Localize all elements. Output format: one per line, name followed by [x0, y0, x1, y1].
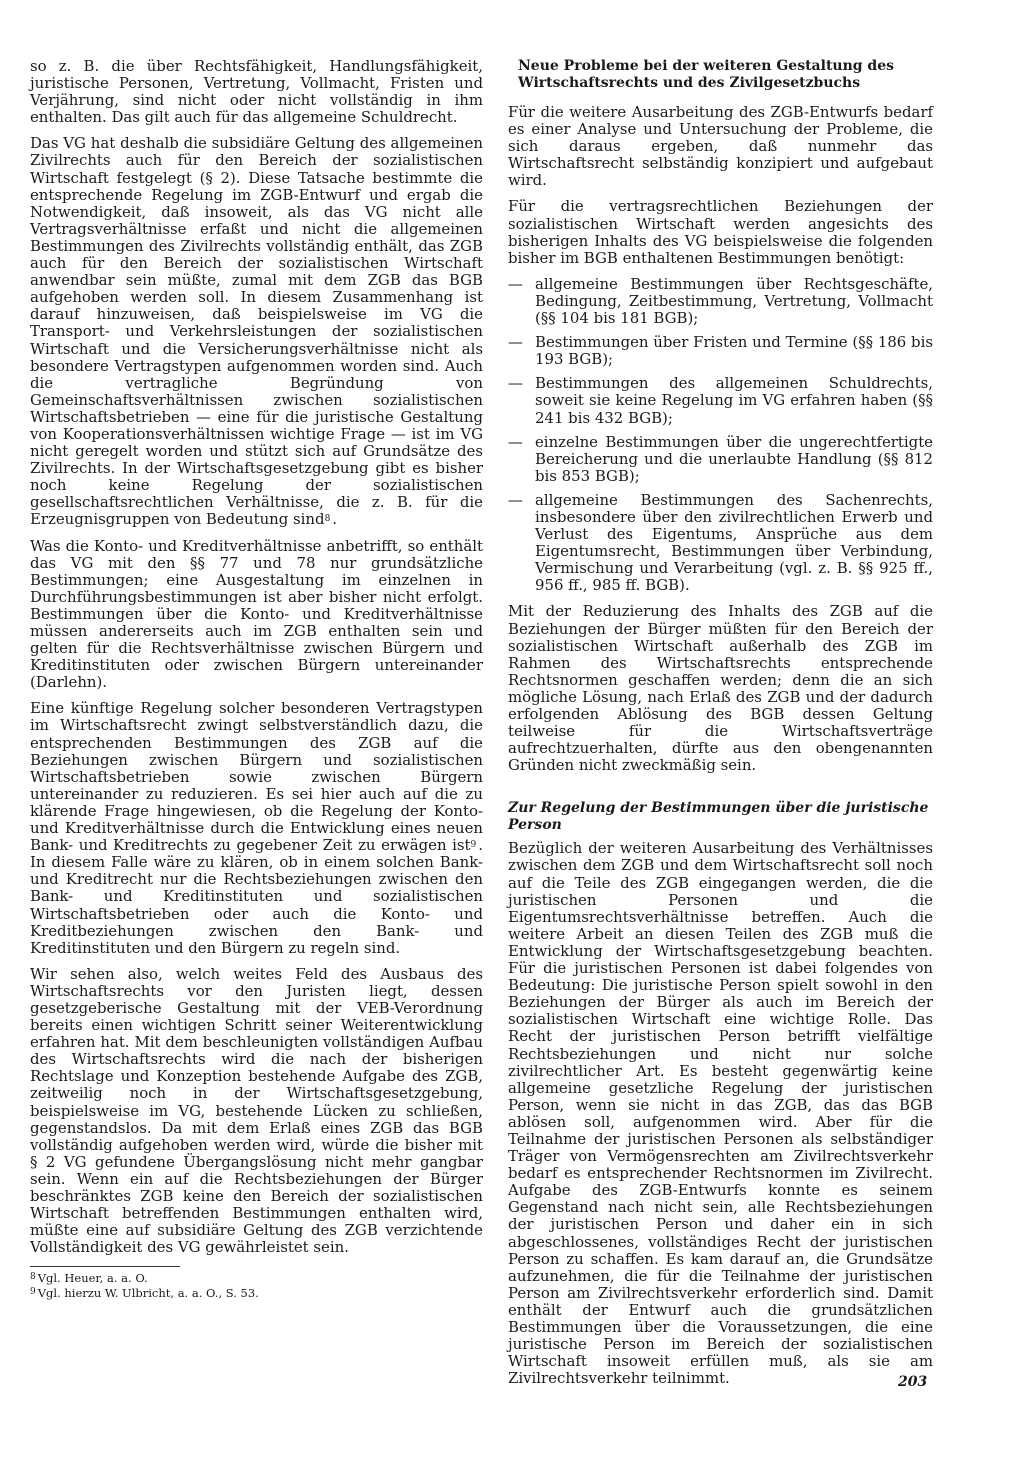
page-number: 203: [898, 1374, 928, 1390]
footnote-number: 8: [30, 1272, 36, 1283]
footnote-number: 9: [30, 1287, 36, 1298]
list-item: — Bestimmungen des allgemeinen Schuldrechts, soweit sie keine Regelung im VG erfahren haben (§§ 241 bis 432 BGB);: [508, 375, 933, 426]
paragraph: Was die Konto- und Kreditverhältnisse anbetrifft, so enthält das VG mit den §§ 77 und 78 nur grundsätzliche Bestimmungen; eine Ausgestaltung im einzelnen in Durchführungsbestimmungen ist aber bisher nicht erfolgt. Bestimmungen über die Konto- und Kreditverhältnisse müssen andererseits auch im ZGB enthalten sein und gelten für die Rechtsverhältnisse zwischen Bürgern und Kreditinstituten oder zwischen Bürgern untereinander (Darlehn).: [30, 536, 483, 692]
paragraph: Für die vertragsrechtlichen Beziehungen der sozialistischen Wirtschaft werden angesichts des bisherigen Inhalts des VG beispielsweise die folgenden bisher im BGB enthaltenen Bestimmungen benötigt:: [508, 197, 933, 267]
paragraph-text: Eine künftige Regelung solcher besonderen Vertragstypen im Wirtschaftsrecht zwingt selbstverständlich dazu, die entsprechenden Bestimmungen des ZGB auf die Beziehungen zwischen Bürgern und sozialistischen Wirtschaftsbetrieben sowie zwischen Bürgern untereinander zu reduzieren. Es sei hier auch auf die zu klärende Frage hingewiesen, ob die Regelung der Konto- und Kreditverhältnisse durch die Entwicklung eines neuen Bank- und Kreditrechts zu gegebener Zeit zu erwägen ist: [30, 699, 483, 855]
bullet-list: [508, 276, 933, 595]
footnote: [30, 1285, 259, 1301]
list-item: — allgemeine Bestimmungen über Rechtsgeschäfte, Bedingung, Zeitbestimmung, Vertretung, Vollmacht (§§ 104 bis 181 BGB);: [508, 276, 933, 327]
paragraph-text: In diesem Falle wäre zu klären, ob in einem solchen Bank- und Kreditrecht nur die Rechtsbeziehungen zwischen den Bank- und Kreditinstituten und sozialistischen Wirtschaftsbetrieben oder auch die Konto- und Kreditbeziehungen zwischen den Bank- und Kreditinstituten und den Bürgern zu regeln sind.: [30, 853, 483, 957]
paragraph: Mit der Reduzierung des Inhalts des ZGB auf die Beziehungen der Bürger müßten für den Bereich der sozialistischen Wirtschaft außerhalb des ZGB im Rahmen des Wirtschaftsrechts entsprechende Rechtsnormen geschaffen werden; denn die an sich mögliche Lösung, nach Erlaß des ZGB und der dadurch erfolgenden Ablösung des BGB dessen Geltung teilweise für die Wirtschaftsverträge aufrechtzuerhalten, dürfte aus den obengenannten Gründen nicht zweckmäßig sein.: [508, 602, 933, 775]
paragraph: Bezüglich der weiteren Ausarbeitung des Verhältnisses zwischen dem ZGB und dem Wirtschaftsrecht soll noch auf die Teile des ZGB eingegangen werden, die die juristischen Personen und die Eigentumsrechtsverhältnisse betreffen. Auch die weitere Arbeit an diesen Teilen des ZGB muß die Entwicklung der Wirtschaftsgesetzgebung beachten. Für die juristischen Personen ist dabei folgendes von Bedeutung: Die juristische Person spielt sowohl in den Beziehungen der Bürger als auch im Bereich der sozialistischen Wirtschaft eine wichtige Rolle. Das Recht der juristischen Person betrifft vielfältige Rechtsbeziehungen und nicht nur solche zivilrechtlicher Art. Es besteht gegenwärtig keine allgemeine gesetzliche Regelung der juristischen Person, wenn sie nicht in das ZGB, das das BGB ablösen soll, aufgenommen wird. Aber für die Teilnahme der juristischen Personen als selbständiger Träger von Vermögensrechten am Zivilrechtsverkehr bedarf es entsprechender Rechtsnormen im Zivilrecht. Aufgabe des ZGB-Entwurfs konnte es seinem Gegenstand nach nicht sein, alle Rechtsbeziehungen der juristischen Person und daher ein in sich abgeschlossenes, vollständiges Recht der juristischen Person zu schaffen. Es kam darauf an, die Grundsätze aufzunehmen, die für die Teilnahme der juristischen Person am Zivilrechtsverkehr erforderlich sind. Damit enthält der Entwurf auch die grundsätzlichen Bestimmungen über die Voraussetzungen, die eine juristische Person im Bereich der sozialistischen Wirtschaft insoweit erfüllen muß, als sie am Zivilrechtsverkehr teilnimmt.: [508, 839, 933, 1388]
footnote-ref: 9: [470, 840, 477, 851]
footnote-text: Vgl. Heuer, a. a. O.: [37, 1271, 148, 1286]
paragraph: so z. B. die über Rechtsfähigkeit, Handlungsfähigkeit, juristische Personen, Vertretung, Vollmacht, Fristen und Verjährung, sind nicht oder nicht vollständig in ihm enthalten. Das gilt auch für das allgemeine Schuldrecht.: [30, 57, 483, 127]
footnote: [30, 1270, 180, 1285]
list-item: — einzelne Bestimmungen über die ungerechtfertigte Bereicherung und die unerlaubte Handlung (§§ 812 bis 853 BGB);: [508, 434, 933, 485]
paragraph-text: Das VG hat deshalb die subsidiäre Geltung des allgemeinen Zivilrechts auch für den Bereich der sozialistischen Wirtschaft festgelegt (§ 2). Diese Tatsache bestimmte die entsprechende Regelung im ZGB-Entwurf und ergab die Notwendigkeit, daß insoweit, als das VG nicht alle Vertragsverhältnisse erfaßt und nicht die allgemeinen Bestimmungen des Zivilrechts vollständig enthält, das ZGB auch für den Bereich der sozialistischen Wirtschaft anwendbar sein müßte, zumal mit dem ZGB das BGB aufgehoben werden soll. In diesem Zusammenhang ist darauf hinzuweisen, daß beispielsweise im VG die Transport- und Verkehrsleistungen der sozialistischen Wirtschaft und die Versicherungsverhältnisse nicht als besondere Vertragstypen aufgenommen worden sind. Auch die vertragliche Begründung von Gemeinschaftsverhältnissen zwischen sozialistischen Wirtschaftsbetrieben — eine für die juristische Gestaltung von Kooperationsverhältnissen wichtige Frage — ist im VG nicht geregelt worden und stützt sich auf Grundsätze des Zivilrechts. In der Wirtschaftsgesetzgebung gibt es bisher noch keine Regelung der sozialistischen gesellschaftsrechtlichen Verhältnisse, die z. B. für die Erzeugnisgruppen von Bedeutung sind: [30, 134, 483, 529]
paragraph: Wir sehen also, welch weites Feld des Ausbaus des Wirtschaftsrechts vor den Juristen liegt, dessen gesetzgeberische Gestaltung mit der VEB-Verordnung bereits einen wichtigen Schritt seiner Weiterentwicklung erfahren hat. Mit dem beschleunigten vollständigen Aufbau des Wirtschaftsrechts wird die nach der bisherigen Rechtslage und Konzeption bestehende Aufgabe des ZGB, zeitweilig noch in der Wirtschaftsgesetzgebung, beispielsweise im VG, bestehende Lücken zu schließen, gegenstandslos. Da mit dem Erlaß eines ZGB das BGB vollständig aufgehoben werden wird, würde die bisher mit § 2 VG gefundene Übergangslösung nicht mehr gangbar sein. Wenn ein auf die Rechtsbeziehungen der Bürger beschränktes ZGB keine den Bereich der sozialistischen Wirtschaft betreffenden Bestimmungen enthalten wird, müßte eine auf subsidiäre Geltung des ZGB verzichtende Vollständigkeit des VG gewährleistet sein.: [30, 964, 483, 1257]
section-heading: Neue Probleme bei der weiteren Gestaltung des Wirtschaftsrechts und des Zivilgesetzbuchs: [518, 58, 895, 91]
paragraph: Für die weitere Ausarbeitung des ZGB-Entwurfs bedarf es einer Analyse und Untersuchung der Probleme, die sich daraus ergeben, daß nunmehr das Wirtschaftsrecht selbständig konzipiert und aufgebaut wird.: [508, 103, 933, 190]
left-column: [30, 58, 483, 1300]
subsection-heading: Zur Regelung der Bestimmungen über die juristische Person: [508, 800, 929, 834]
footnote-text: Vgl. hierzu W. Ulbricht, a. a. O., S. 53.: [37, 1286, 259, 1301]
footnotes: [30, 1266, 259, 1301]
right-column: [508, 58, 933, 1396]
list-item: — allgemeine Bestimmungen des Sachenrechts, insbesondere über den zivilrechtlichen Erwerb und Verlust des Eigentums, Ansprüche aus dem Eigentumsrecht, Bestimmungen über Verbindung, Vermischung und Verarbeitung (vgl. z. B. §§ 925 ff., 956 ff., 985 ff. BGB).: [508, 492, 933, 595]
list-item: — Bestimmungen über Fristen und Termine (§§ 186 bis 193 BGB);: [508, 334, 933, 368]
paragraph: Eine künftige Regelung solcher besonderen Vertragstypen im Wirtschaftsrecht zwingt selbstverständlich dazu, die entsprechenden Bestimmungen des ZGB auf die Beziehungen zwischen Bürgern und sozialistischen Wirtschaftsbetrieben sowie zwischen Bürgern untereinander zu reduzieren. Es sei hier auch auf die zu klärende Frage hingewiesen, ob die Regelung der Konto- und Kreditverhältnisse durch die Entwicklung eines neuen Bank- und Kreditrechts zu gegebener Zeit zu erwägen ist$^9$ . In diesem Falle wäre zu klären, ob in einem solchen Bank- und Kreditrecht nur die Rechtsbeziehungen zwischen den Bank- und Kreditinstituten und sozialistischen Wirtschaftsbetrieben oder auch die Konto- und Kreditbeziehungen zwischen den Bank- und Kreditinstituten und den Bürgern zu regeln sind.: [30, 699, 483, 957]
paragraph: Das VG hat deshalb die subsidiäre Geltung des allgemeinen Zivilrechts auch für den Bereich der sozialistischen Wirtschaft festgelegt (§ 2). Diese Tatsache bestimmte die entsprechende Regelung im ZGB-Entwurf und ergab die Notwendigkeit, daß insoweit, als das VG nicht alle Vertragsverhältnisse erfaßt und nicht die allgemeinen Bestimmungen des Zivilrechts vollständig enthält, das ZGB auch für den Bereich der sozialistischen Wirtschaft anwendbar sein müßte, zumal mit dem ZGB das BGB aufgehoben werden soll. In diesem Zusammenhang ist darauf hinzuweisen, daß beispielsweise im VG die Transport- und Verkehrsleistungen der sozialistischen Wirtschaft und die Versicherungsverhältnisse nicht als besondere Vertragstypen aufgenommen worden sind. Auch die vertragliche Begründung von Gemeinschaftsverhältnissen zwischen sozialistischen Wirtschaftsbetrieben — eine für die juristische Gestaltung von Kooperationsverhältnissen wichtige Frage — ist im VG nicht geregelt worden und stützt sich auf Grundsätze des Zivilrechts. In der Wirtschaftsgesetzgebung gibt es bisher noch keine Regelung der sozialistischen gesellschaftsrechtlichen Verhältnisse, die z. B. für die Erzeugnisgruppen von Bedeutung sind$^8$ .: [30, 134, 483, 529]
footnote-ref: 8: [324, 514, 331, 525]
